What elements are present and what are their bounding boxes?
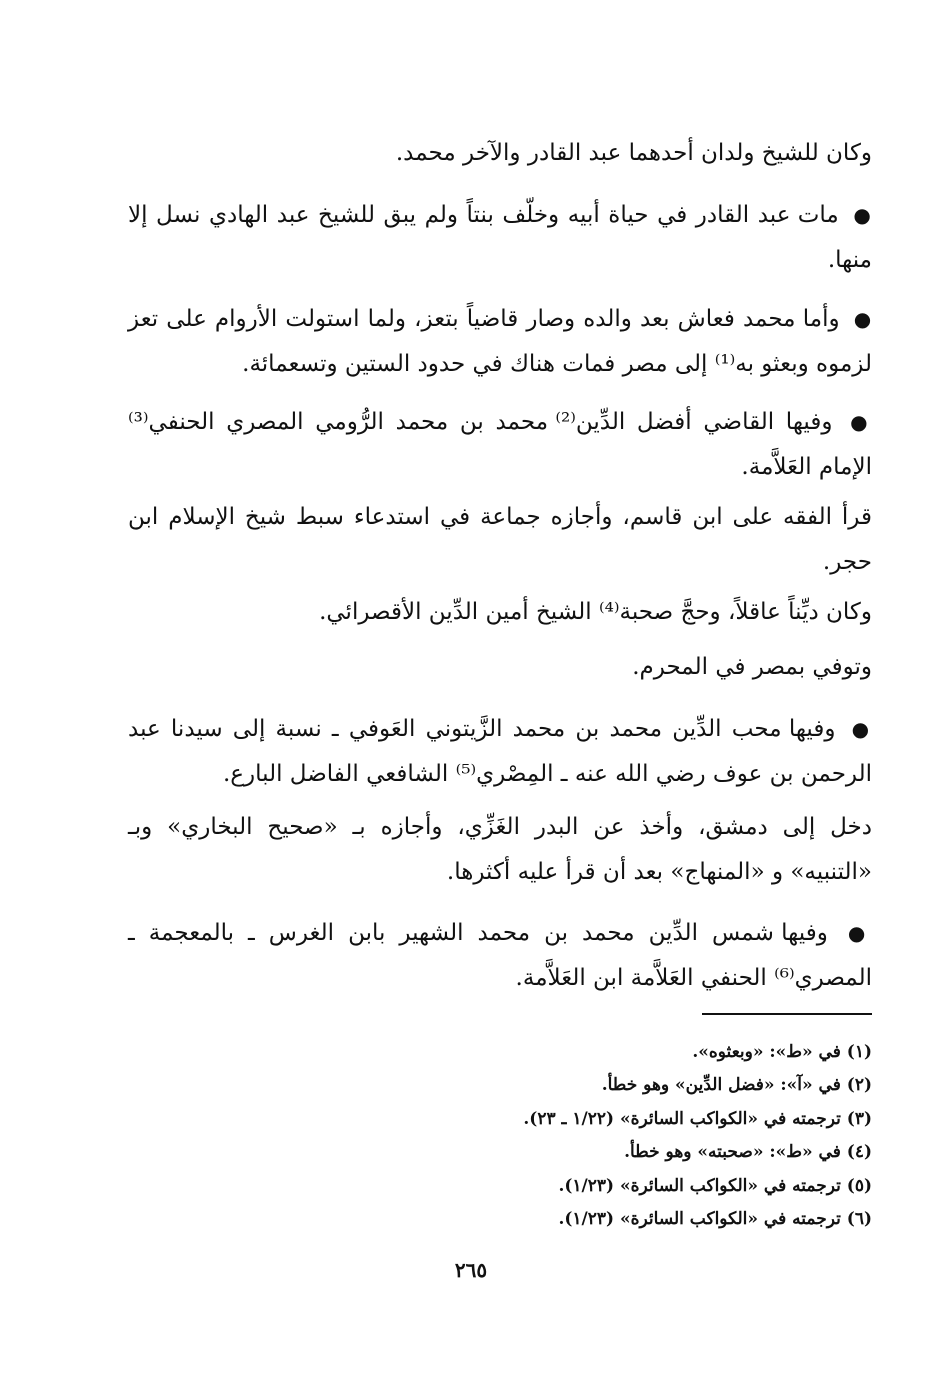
footnote-item: (٥) ترجمته في «الكواكب السائرة» (١/٢٣). (558, 1175, 872, 1196)
paragraph-text: دخل إلى دمشق، وأخذ عن البدر الغَزِّي، وأجازه بـ «صحيح البخاري» وبـ «التنبيه» و «المنهاج» بعد أن قرأ عليه أكثرها. (128, 814, 872, 885)
paragraph-text: وتوفي بمصر في المحرم. (632, 654, 872, 680)
paragraph-text: وفيها محب الدِّين محمد بن محمد الزَّيتوني العَوفي ـ نسبة إلى سيدنا عبد الرحمن بن عوف رضي الله عنه ـ المِصْري⁽⁵⁾ الشافعي الفاضل البارع. (128, 716, 872, 787)
paragraph-text: وكان للشيخ ولدان أحدهما عبد القادر والآخر محمد. (395, 140, 872, 166)
page-number: ٢٦٥ (454, 1258, 488, 1282)
paragraph-text: مات عبد القادر في حياة أبيه وخلّف بنتاً ولم يبق للشيخ عبد الهادي نسل إلا منها. (128, 202, 872, 273)
footnote-divider (702, 1013, 872, 1015)
paragraph-damascus (128, 805, 930, 895)
paragraph-muhammad (128, 297, 930, 387)
paragraph-text: وأما محمد فعاش بعد والده وصار قاضياً بتعز، ولما استولت الأروام على تعز لزموه وبعثو به⁽¹⁾ إلى مصر فمات هناك في حدود الستين وتسعمائة. (128, 306, 872, 377)
paragraph-muhib-aldin (128, 707, 930, 797)
paragraph-text: وفيها القاضي أفضل الدِّين⁽²⁾ محمد بن محمد الرُّومي المصري الحنفي⁽³⁾ الإمام العَلاَّمة. (128, 409, 872, 480)
bullet-icon: ● (851, 717, 872, 741)
footnote-item: (٤) في «ط»: «صحبته» وهو خطأ. (624, 1142, 872, 1163)
paragraph-sons (128, 131, 930, 176)
footnote-item: (٦) ترجمته في «الكواكب السائرة» (١/٢٣). (558, 1209, 872, 1230)
paragraph-studies (128, 495, 930, 585)
paragraph-shams-aldin (128, 911, 930, 1001)
paragraph-afdal-aldin (128, 400, 930, 490)
bullet-icon: ● (853, 203, 873, 227)
paragraph-text: وكان ديِّناً عاقلاً، وحجَّ صحبة⁽⁴⁾ الشيخ أمين الدِّين الأقصرائي. (319, 599, 872, 625)
bullet-icon: ● (850, 410, 873, 434)
footnote-item: (١) في «ط»: «وبعثوه». (692, 1042, 872, 1062)
paragraph-text: وفيها شمس الدِّين محمد بن محمد الشهير بابن الغرس ـ بالمعجمة ـ المصري⁽⁶⁾ الحنفي العَلاَّمة ابن العَلاَّمة. (128, 920, 872, 991)
footnote-item: (٣) ترجمته في «الكواكب السائرة» (١/٢٢ ـ ٢٣). (523, 1108, 872, 1129)
footnote-item: (٢) في «آ»: «فضل الدِّين» وهو خطأ. (601, 1075, 872, 1096)
paragraph-hajj (128, 590, 930, 635)
paragraph-text: قرأ الفقه على ابن قاسم، وأجازه جماعة في استدعاء سبط شيخ الإسلام ابن حجر. (128, 504, 872, 575)
paragraph-abdulqadir (128, 193, 930, 283)
paragraph-death (128, 645, 930, 690)
bullet-icon: ● (847, 921, 872, 945)
footnotes-list (400, 1036, 872, 1236)
bullet-icon: ● (853, 307, 873, 331)
